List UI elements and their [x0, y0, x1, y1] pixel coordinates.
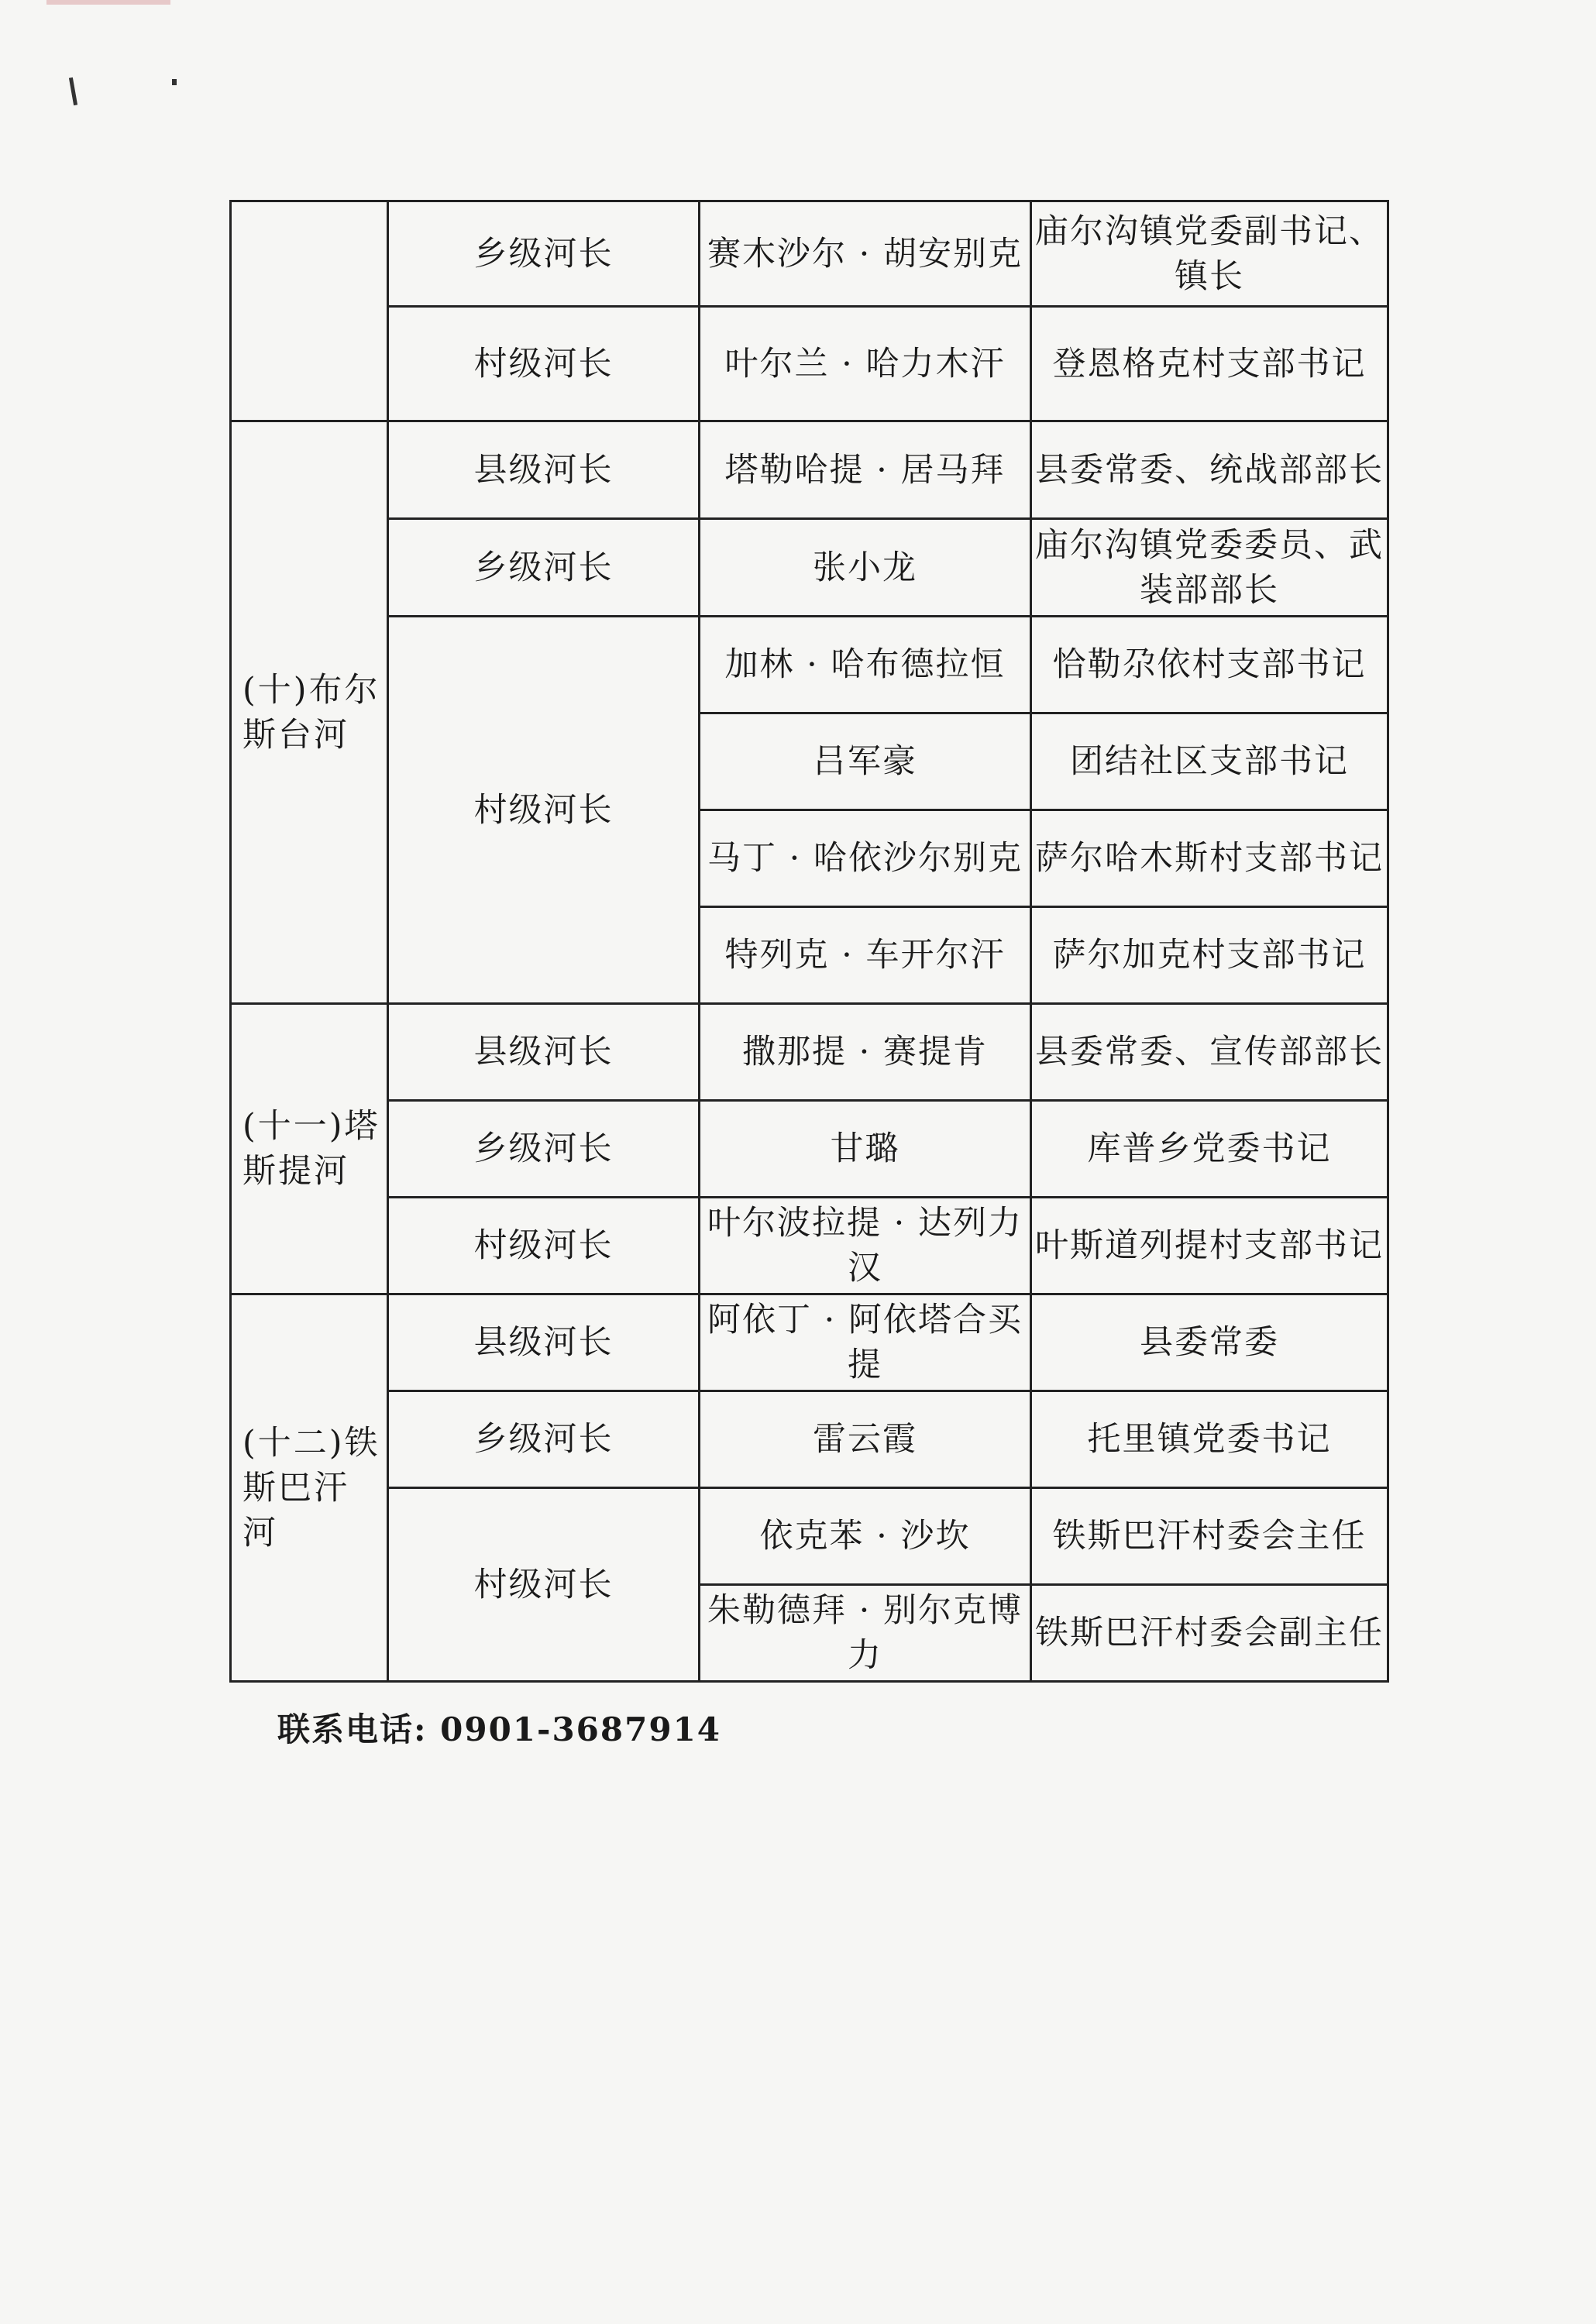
level-cell: 县级河长 [388, 421, 700, 519]
table-row [231, 201, 1388, 307]
title-cell: 铁斯巴汗村委会主任 [1031, 1488, 1388, 1585]
level-cell: 乡级河长 [388, 1391, 700, 1488]
title-cell: 萨尔加克村支部书记 [1031, 907, 1388, 1004]
table-row [231, 1101, 1388, 1198]
name-cell: 加林 · 哈布德拉恒 [700, 617, 1031, 713]
title-cell: 县委常委、统战部部长 [1031, 421, 1388, 519]
table-row [231, 1294, 1388, 1391]
scan-artifact-dot [172, 79, 177, 85]
table-row [231, 1198, 1388, 1294]
table-row [231, 1004, 1388, 1101]
title-cell: 庙尔沟镇党委副书记、镇长 [1031, 201, 1388, 307]
title-cell: 托里镇党委书记 [1031, 1391, 1388, 1488]
title-cell: 团结社区支部书记 [1031, 713, 1388, 810]
name-cell: 叶尔波拉提 · 达列力汉 [700, 1198, 1031, 1294]
name-cell: 撒那提 · 赛提肯 [700, 1004, 1031, 1101]
title-cell: 库普乡党委书记 [1031, 1101, 1388, 1198]
title-cell: 县委常委、宣传部部长 [1031, 1004, 1388, 1101]
name-cell: 张小龙 [700, 519, 1031, 617]
title-cell: 庙尔沟镇党委委员、武装部部长 [1031, 519, 1388, 617]
level-cell: 县级河长 [388, 1294, 700, 1391]
river-group-cell [231, 201, 388, 421]
name-cell: 特列克 · 车开尔汗 [700, 907, 1031, 1004]
scan-artifact-top [46, 0, 170, 5]
name-cell: 依克苯 · 沙坎 [700, 1488, 1031, 1585]
level-cell: 县级河长 [388, 1004, 700, 1101]
table-row [231, 421, 1388, 519]
name-cell: 阿依丁 · 阿依塔合买提 [700, 1294, 1031, 1391]
name-cell: 雷云霞 [700, 1391, 1031, 1488]
level-cell: 村级河长 [388, 617, 700, 1004]
table-row [231, 519, 1388, 617]
name-cell: 吕军豪 [700, 713, 1031, 810]
title-cell: 叶斯道列提村支部书记 [1031, 1198, 1388, 1294]
level-cell: 乡级河长 [388, 519, 700, 617]
level-cell: 乡级河长 [388, 1101, 700, 1198]
river-group-cell: (十)布尔斯台河 [231, 421, 388, 1004]
level-cell: 村级河长 [388, 1488, 700, 1682]
river-chief-table [229, 200, 1389, 1683]
title-cell: 铁斯巴汗村委会副主任 [1031, 1585, 1388, 1682]
title-cell: 萨尔哈木斯村支部书记 [1031, 810, 1388, 907]
river-group-cell: (十一)塔斯提河 [231, 1004, 388, 1294]
level-cell: 乡级河长 [388, 201, 700, 307]
name-cell: 叶尔兰 · 哈力木汗 [700, 307, 1031, 421]
name-cell: 塔勒哈提 · 居马拜 [700, 421, 1031, 519]
table-row [231, 307, 1388, 421]
name-cell: 马丁 · 哈依沙尔别克 [700, 810, 1031, 907]
title-cell: 恰勒尕依村支部书记 [1031, 617, 1388, 713]
table-row [231, 1488, 1388, 1585]
name-cell: 赛木沙尔 · 胡安别克 [700, 201, 1031, 307]
table-row [231, 617, 1388, 713]
river-group-cell: (十二)铁斯巴汗河 [231, 1294, 388, 1682]
level-cell: 村级河长 [388, 1198, 700, 1294]
name-cell: 甘璐 [700, 1101, 1031, 1198]
name-cell: 朱勒德拜 · 别尔克博力 [700, 1585, 1031, 1682]
contact-phone: 联系电话: 0901-3687914 [277, 1710, 722, 1748]
scan-artifact-mark [69, 77, 77, 105]
level-cell: 村级河长 [388, 307, 700, 421]
title-cell: 登恩格克村支部书记 [1031, 307, 1388, 421]
title-cell: 县委常委 [1031, 1294, 1388, 1391]
table-row [231, 1391, 1388, 1488]
